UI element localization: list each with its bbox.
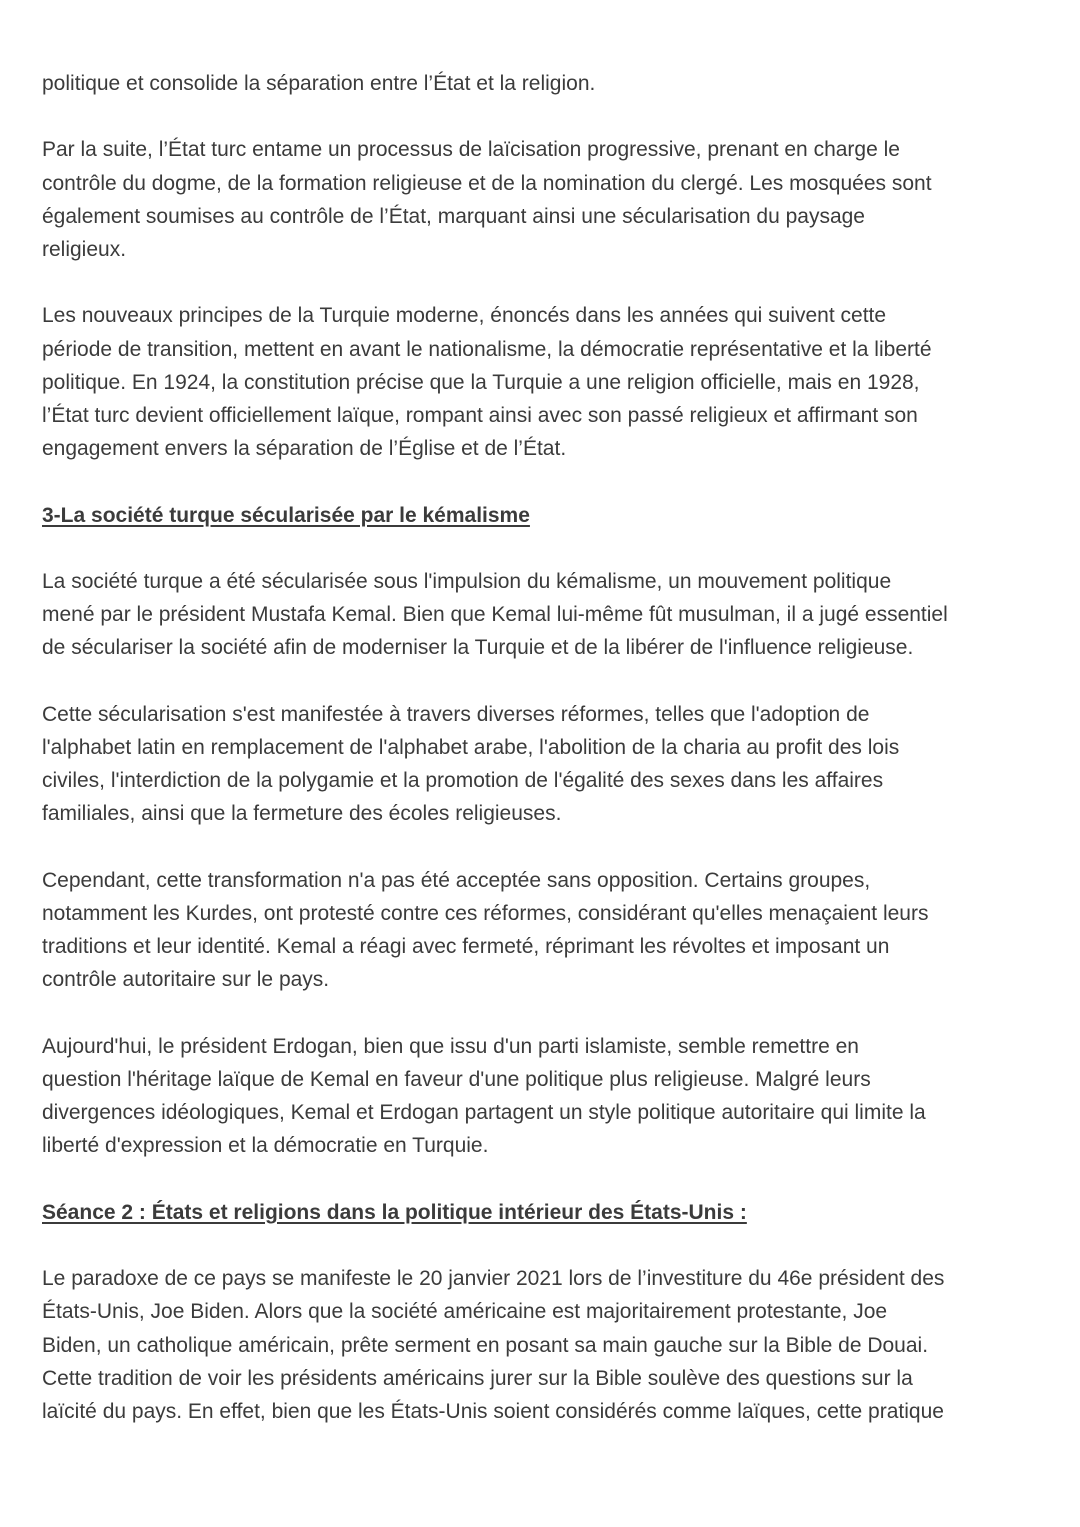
paragraph-reformes: Cette sécularisation s'est manifestée à travers diverses réformes, telles que l'adoption de l'alphabet latin en remplacement de l'alphabet arabe, l'abolition de la charia au profit des lois civiles, l'interdiction de la polygamie et la promotion de l'égalité des sexes dans les affaires familiales, ainsi que la fermeture des écoles religieuses. (42, 702, 900, 826)
paragraph-biden: Le paradoxe de ce pays se manifeste le 20 janvier 2021 lors de l’investiture du 46e président des États-Unis, Joe Biden. Alors que la société américaine est majoritairement protestante, Joe Biden, un catholique américain, prête serment en posant sa main gauche sur la Bible de Douai. Cette tradition de voir les présidents américains jurer sur la Bible soulève des questions sur la laïcité du pays. En effet, bien que les États-Unis soient considérés comme laïques, cette pratique (42, 1267, 945, 1423)
document-body (42, 67, 1042, 1461)
paragraph-opposition: Cependant, cette transformation n'a pas été acceptée sans opposition. Certains groupes, notamment les Kurdes, ont protesté contre ces réformes, considérant qu'elles menaçaient leurs traditions et leur identité. Kemal a réagi avec fermeté, réprimant les révoltes et imposant un contrôle autoritaire sur le pays. (42, 868, 929, 992)
paragraph-laicisation: Par la suite, l’État turc entame un processus de laïcisation progressive, prenant en charge le contrôle du dogme, de la formation religieuse et de la nomination du clergé. Les mosquées sont également soumises au contrôle de l’État, marquant ainsi une sécularisation du paysage religieux. (42, 138, 932, 261)
paragraph-societe-secularisee: La société turque a été sécularisée sous l'impulsion du kémalisme, un mouvement politique mené par le président Mustafa Kemal. Bien que Kemal lui-même fût musulman, il a jugé essentiel de séculariser la société afin de moderniser la Turquie et de la libérer de l'influence religieuse. (42, 569, 948, 660)
section-heading-kemalisme: 3-La société turque sécularisée par le kémalisme (42, 503, 530, 527)
paragraph-separation-etat-religion: politique et consolide la séparation entre l’État et la religion. (42, 72, 596, 95)
paragraph-principes-turquie: Les nouveaux principes de la Turquie moderne, énoncés dans les années qui suivent cette période de transition, mettent en avant le nationalisme, la démocratie représentative et la liberté politique. En 1924, la constitution précise que la Turquie a une religion officielle, mais en 1928, l’État turc devient officiellement laïque, rompant ainsi avec son passé religieux et affirmant son engagement envers la séparation de l’Église et de l’État. (42, 304, 932, 461)
paragraph-erdogan: Aujourd'hui, le président Erdogan, bien que issu d'un parti islamiste, semble remettre en question l'héritage laïque de Kemal en faveur d'une politique plus religieuse. Malgré leurs divergences idéologiques, Kemal et Erdogan partagent un style politique autoritaire qui limite la liberté d'expression et la démocratie en Turquie. (42, 1034, 926, 1158)
section-heading-seance-2: Séance 2 : États et religions dans la politique intérieur des États-Unis : (42, 1200, 747, 1224)
